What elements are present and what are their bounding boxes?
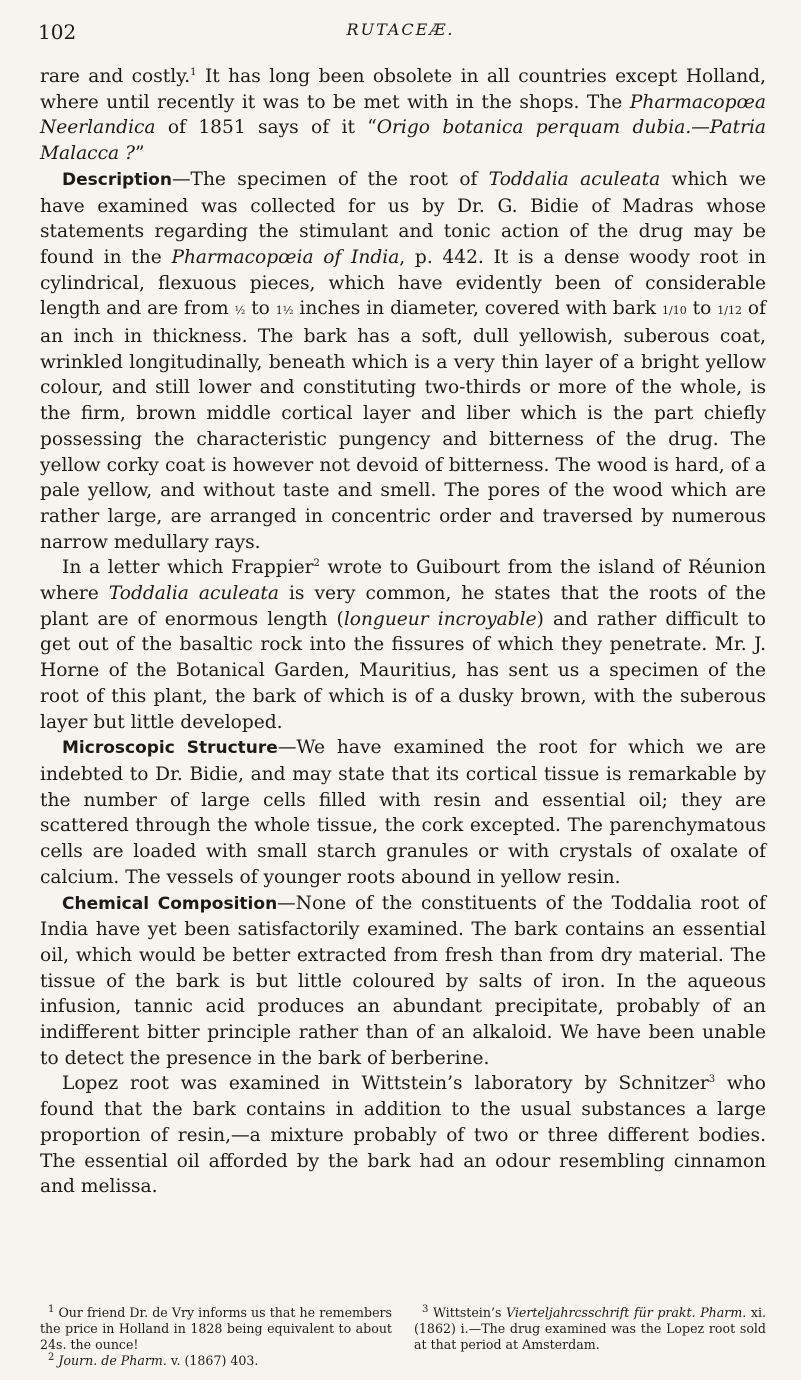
paragraph-description: Description—The specimen of the root of Toddalia aculeata which we have examined was collected for us by Dr. G. Bidie of Madras whose statements regarding the stimulant and tonic action of the drug may be found in the Pharmacopœia of India, p. 442. It is a dense woody root in cylindrical, flexuous pieces, which have evidently been of considerable length and are from ½ to 1½ inches in diameter, covered with bark 1/10 to 1/12 of an inch in thickness. The bark has a soft, dull yellowish, suberous coat, wrinkled longitudinally, beneath which is a very thin layer of a bright yellow colour, and still lower and constituting two-thirds or more of the whole, is the firm, brown middle cortical layer and liber which is the part chiefly possessing the characteristic pungency and bitterness of the drug. The yellow corky coat is however not devoid of bitterness. The wood is hard, of a pale yellow, and without taste and smell. The pores of the wood which are rather large, are arranged in concentric order and traversed by numerous narrow medullary rays. bbox=[40, 168, 767, 553]
section-heading-chemical: Chemical Composition bbox=[62, 893, 278, 914]
fraction: 1/10 bbox=[661, 304, 687, 318]
paragraph-frappier: In a letter which Frappier$^2$ wrote to Guibourt from the island of Réunion where Toddalia aculeata is very common, he states that the roots of the plant are of enormous length (longueur incroyable) and rather difficult to get out of the basaltic rock into the fissures of which they penetrate. Mr. J. Horne of the Botanical Garden, Mauritius, has sent us a specimen of the root of this plant, the bark of which is of a dusky brown, with the suberous layer but little developed. bbox=[40, 557, 766, 733]
paragraph-chemical: Chemical Composition—None of the constituents of the Toddalia root of India have yet been satisfactorily examined. The bark contains an essential oil, which would be better extracted from fresh than from dry material. The tissue of the bark is but little coloured by salts of iron. In the aqueous infusion, tannic acid produces an abundant precipitate, probably of an indifferent bitter principle rather than of an alkaloid. We have been unable to detect the presence in the bark of berberine. bbox=[40, 892, 766, 1069]
fraction: 1½ bbox=[275, 304, 294, 318]
paragraph-lopez: Lopez root was examined in Wittstein’s laboratory by Schnitzer$^3$ who found that the bark contains in addition to the usual substances a large proportion of resin,—a mixture probably of two or three different bodies. The essential oil afforded by the bark had an odour resembling cinnamon and melissa. bbox=[40, 1073, 766, 1198]
footnote-ref-3[interactable]: 3 bbox=[708, 1074, 716, 1086]
footnote-2: $^2$ Journ. de Pharm. v. (1867) 403. bbox=[48, 1351, 259, 1368]
page-header bbox=[38, 20, 763, 48]
footnote-ref-2[interactable]: 2 bbox=[313, 558, 320, 570]
paragraph-microscopic: Microscopic Structure—We have examined the root for which we are indebted to Dr. Bidie, and may state that its cortical tissue is remarkable by the number of large cells filled with resin and essential oil; they are scattered through the whole tissue, the cork excepted. The parenchymatous cells are loaded with small starch granules or with crystals of oxalate of calcium. The vessels of younger roots abound in yellow resin. bbox=[40, 737, 766, 888]
footnote-column-left bbox=[40, 1305, 392, 1369]
footnote-3: $^3$ Wittstein’s Vierteljahrcsschrift für prakt. Pharm. xi. (1862) i.—The drug examined was the Lopez root sold at that period at Amsterdam. bbox=[414, 1303, 766, 1352]
section-heading-description: Description bbox=[62, 169, 172, 190]
paragraph-continued: rare and costly.$^1$ It has long been obsolete in all countries except Holland, where until recently it was to be met with in the shops. The Pharmacopœa Neerlandica of 1851 says of it “Origo botanica perquam dubia.—Patria Malacca ?” bbox=[40, 66, 766, 165]
running-head: RUTACEÆ. bbox=[346, 20, 455, 39]
fraction: 1/12 bbox=[717, 304, 742, 318]
page-number: 102 bbox=[38, 20, 77, 44]
footnote-column-right bbox=[414, 1305, 766, 1369]
footnote-1: $^1$ Our friend Dr. de Vry informs us that he remembers the price in Holland in 1828 being equivalent to about 24s. the ounce! bbox=[40, 1303, 392, 1352]
footnotes bbox=[40, 1305, 766, 1369]
body-text bbox=[40, 64, 766, 1200]
section-heading-microscopic: Microscopic Structure bbox=[62, 738, 278, 759]
footnote-ref-1[interactable]: 1 bbox=[190, 66, 197, 78]
fraction: ½ bbox=[234, 304, 246, 318]
